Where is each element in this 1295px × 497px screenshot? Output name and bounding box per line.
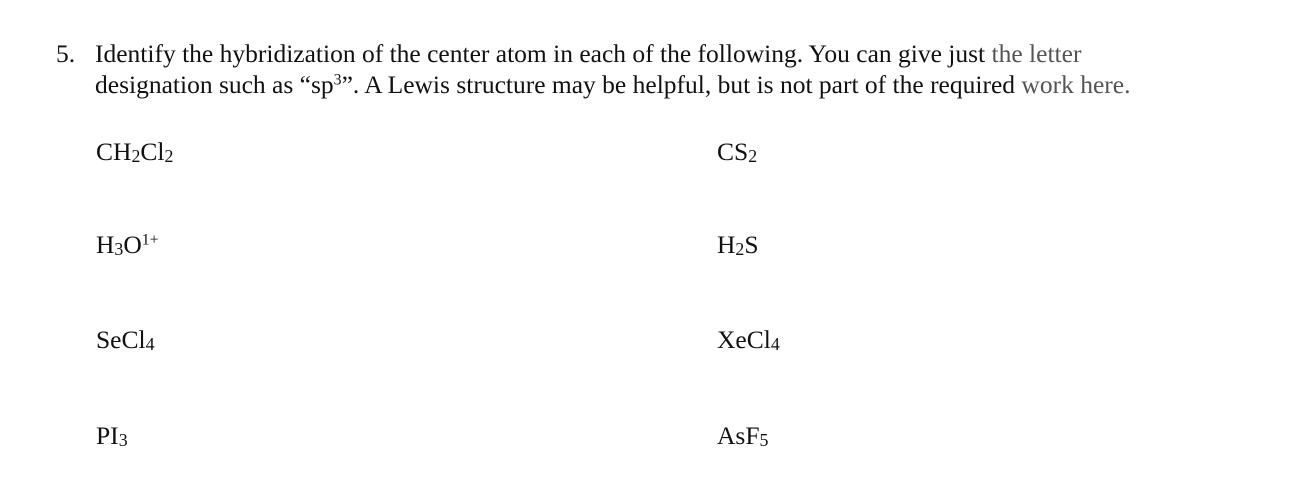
- question-number: 5.: [56, 39, 76, 68]
- question-line-2-a: designation such as “sp: [95, 70, 334, 99]
- cs2-text: CS: [717, 137, 749, 166]
- h3o-superscript: 1+: [141, 231, 159, 249]
- question-line-2-faded: work here.: [1021, 70, 1131, 99]
- secl4-text: SeCl: [96, 325, 146, 354]
- ch2cl2-text: Cl: [140, 137, 165, 166]
- question-line-2-superscript: 3: [333, 71, 342, 89]
- cs2-subscript: 2: [748, 146, 758, 167]
- formula-asf5: [717, 421, 768, 451]
- ch2cl2-subscript: 2: [164, 146, 174, 167]
- asf5-subscript: 5: [759, 430, 769, 451]
- question-line-1-faded: the letter: [991, 39, 1082, 68]
- formula-xecl4: [717, 325, 780, 355]
- h2s-subscript: 2: [735, 239, 745, 260]
- formula-h2s: [717, 230, 759, 260]
- question-line-2: [95, 69, 1275, 100]
- question-line-1-main: Identify the hybridization of the center atom in each of the following. You can give just: [95, 39, 992, 68]
- formula-cs2: [717, 137, 757, 167]
- ch2cl2-text: CH: [96, 137, 132, 166]
- formula-secl4: [96, 325, 155, 355]
- question-line-2-b: ”. A Lewis structure may be helpful, but is not part of the required: [341, 70, 1022, 99]
- formula-pi3: [96, 421, 128, 451]
- xecl4-subscript: 4: [770, 334, 780, 355]
- h3o-text: H: [96, 230, 115, 259]
- xecl4-text: XeCl: [717, 325, 771, 354]
- formula-h3o: [96, 230, 159, 260]
- h2s-text: S: [744, 230, 759, 259]
- h3o-subscript: 3: [114, 239, 124, 260]
- pi3-text: PI: [96, 421, 119, 450]
- question-line-1: [95, 38, 1275, 69]
- h2s-text: H: [717, 230, 736, 259]
- secl4-subscript: 4: [145, 334, 155, 355]
- formula-ch2cl2: [96, 137, 173, 167]
- question-text: [95, 38, 1275, 100]
- ch2cl2-subscript: 2: [131, 146, 141, 167]
- pi3-subscript: 3: [118, 430, 128, 451]
- h3o-text: O: [123, 230, 142, 259]
- asf5-text: AsF: [717, 421, 760, 450]
